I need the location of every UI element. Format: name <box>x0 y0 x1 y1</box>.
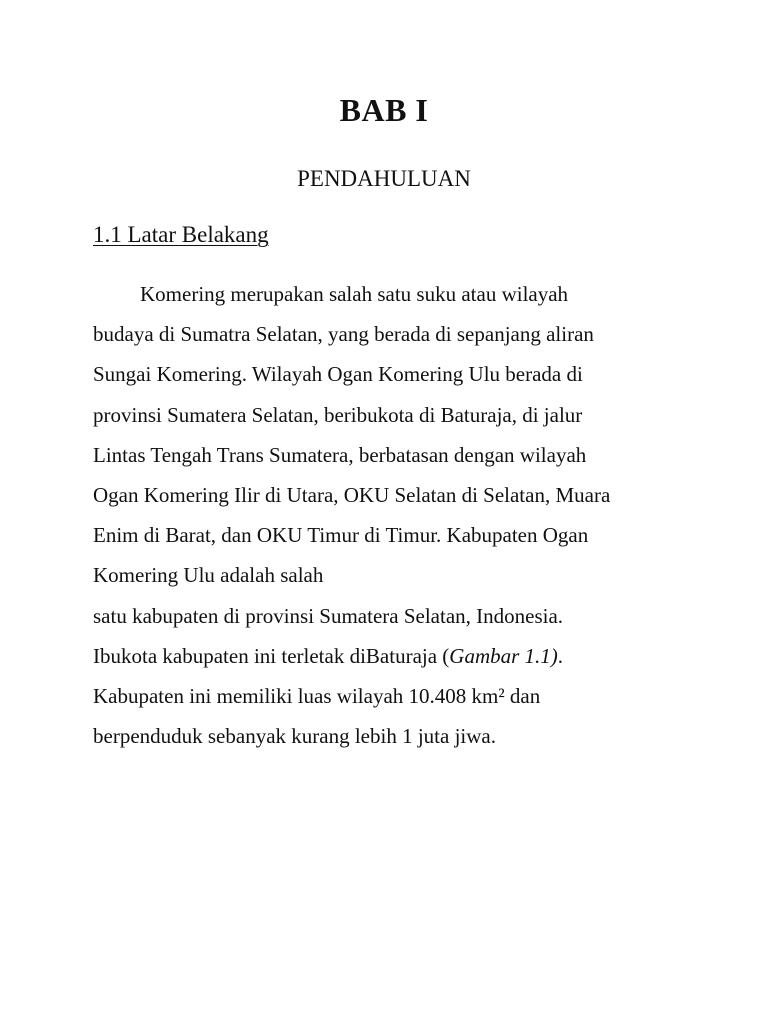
figure-reference: Gambar 1.1) <box>449 643 558 668</box>
paragraph-line: Lintas Tengah Trans Sumatera, berbatasan dengan wilayah <box>93 442 587 467</box>
line-text: . <box>557 643 564 668</box>
paragraph-line: Kabupaten ini memiliki luas wilayah 10.408 km² dan <box>93 683 541 708</box>
paragraph-line: Komering merupakan salah satu suku atau wilayah <box>140 282 569 306</box>
body-paragraph <box>93 274 693 756</box>
paragraph-line: budaya di Sumatra Selatan, yang berada di sepanjang aliran <box>93 322 594 347</box>
paragraph-line: provinsi Sumatera Selatan, beribukota di Baturaja, di jalur <box>93 402 583 427</box>
paragraph-line: Enim di Barat, dan OKU Timur di Timur. Kabupaten Ogan <box>93 523 589 548</box>
chapter-subtitle: PENDAHULUAN <box>297 166 471 191</box>
paragraph-line: Sungai Komering. Wilayah Ogan Komering Ulu berada di <box>93 362 583 387</box>
chapter-title: BAB I <box>339 92 429 128</box>
paragraph-line: satu kabupaten di provinsi Sumatera Selatan, Indonesia. <box>93 603 564 628</box>
paragraph-line-with-figure-ref <box>93 636 693 676</box>
paragraph-line: Komering Ulu adalah salah <box>93 563 324 588</box>
section-heading: 1.1 Latar Belakang <box>93 222 269 247</box>
paragraph-line: Ogan Komering Ilir di Utara, OKU Selatan di Selatan, Muara <box>93 482 611 507</box>
paragraph-line: berpenduduk sebanyak kurang lebih 1 juta jiwa. <box>93 724 496 749</box>
line-text: Ibukota kabupaten ini terletak diBaturaja ( <box>93 643 450 668</box>
